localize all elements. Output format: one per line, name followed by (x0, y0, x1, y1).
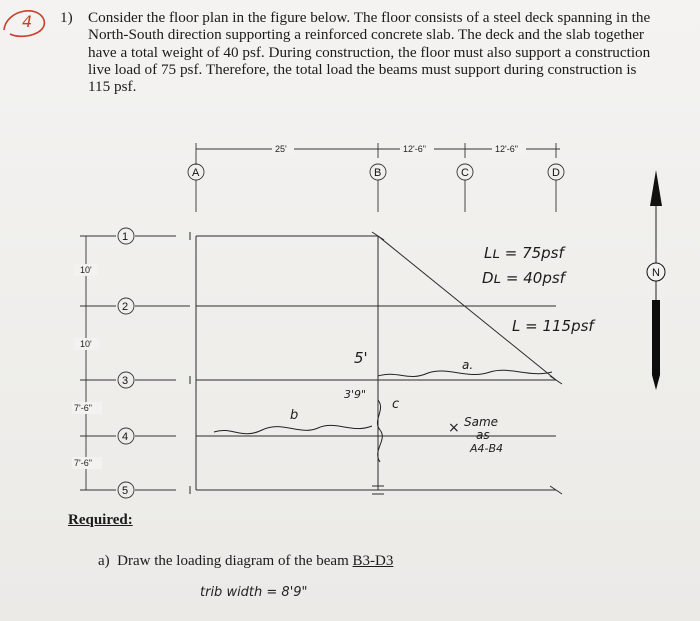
problem-number: 1) (60, 9, 73, 26)
problem-line: have a total weight of 40 psf. During construction, the floor must also support a construction (88, 43, 651, 61)
hw-label-b: b (290, 408, 299, 423)
north-label: N (652, 267, 660, 279)
dim-left-34: 7'-6" (74, 403, 92, 413)
grid-bubble-3: 3 (122, 375, 129, 387)
hw-label-a: a. (462, 358, 474, 372)
problem-line: North-South direction supporting a reinforced concrete slab. The deck and the slab together (88, 26, 644, 44)
item-text: Draw the loading diagram of the beam (117, 553, 349, 569)
dim-top-bc: 12'-6" (403, 144, 426, 154)
dim-left-23: 10' (80, 339, 92, 349)
hw-label-c: c (392, 397, 400, 412)
grid-bubble-2: 2 (122, 301, 129, 313)
grid-bubble-4: 4 (122, 431, 129, 443)
hw-dead-load: Dʟ = 40psf (482, 269, 565, 287)
dim-left-45: 7'-6" (74, 458, 92, 468)
grid-bubble-d: D (552, 167, 560, 179)
item-letter: a) (98, 553, 110, 569)
hw-span-5: 5' (354, 349, 368, 367)
hw-x-mark: × (448, 420, 460, 436)
dim-left-12: 10' (80, 265, 92, 275)
grid-bubble-b: B (374, 167, 382, 179)
hw-total-load: L = 115psf (512, 317, 594, 335)
badge-number: 4 (22, 12, 33, 31)
north-arrow (647, 170, 665, 390)
grid-bubble-1: 1 (122, 231, 129, 243)
problem-line: live load of 75 psf. Therefore, the total load the beams must support during construction is (88, 60, 637, 78)
required-item-a (98, 553, 393, 570)
hw-trib-width: trib width = 8'9" (200, 585, 308, 600)
grid-bubble-a: A (192, 167, 200, 179)
dim-top-ab: 25' (275, 144, 287, 154)
problem-line: 115 psf. (88, 78, 137, 96)
hw-span-3-9: 3'9" (344, 388, 367, 401)
problem-badge (4, 11, 44, 36)
hw-same: Same (464, 415, 499, 429)
dim-top-cd: 12'-6" (495, 144, 518, 154)
problem-line: Consider the floor plan in the figure below. The floor consists of a steel deck spanning in the (88, 9, 651, 26)
hw-live-load: Lʟ = 75psf (484, 244, 564, 262)
grid-bubble-5: 5 (122, 485, 129, 497)
required-heading: Required: (68, 512, 133, 528)
item-beam: B3-D3 (352, 553, 394, 569)
handwritten-notes (214, 244, 596, 462)
hw-as: as (476, 428, 490, 442)
grid-bubble-c: C (461, 167, 469, 179)
hw-a4-b4: A4-B4 (470, 442, 504, 455)
